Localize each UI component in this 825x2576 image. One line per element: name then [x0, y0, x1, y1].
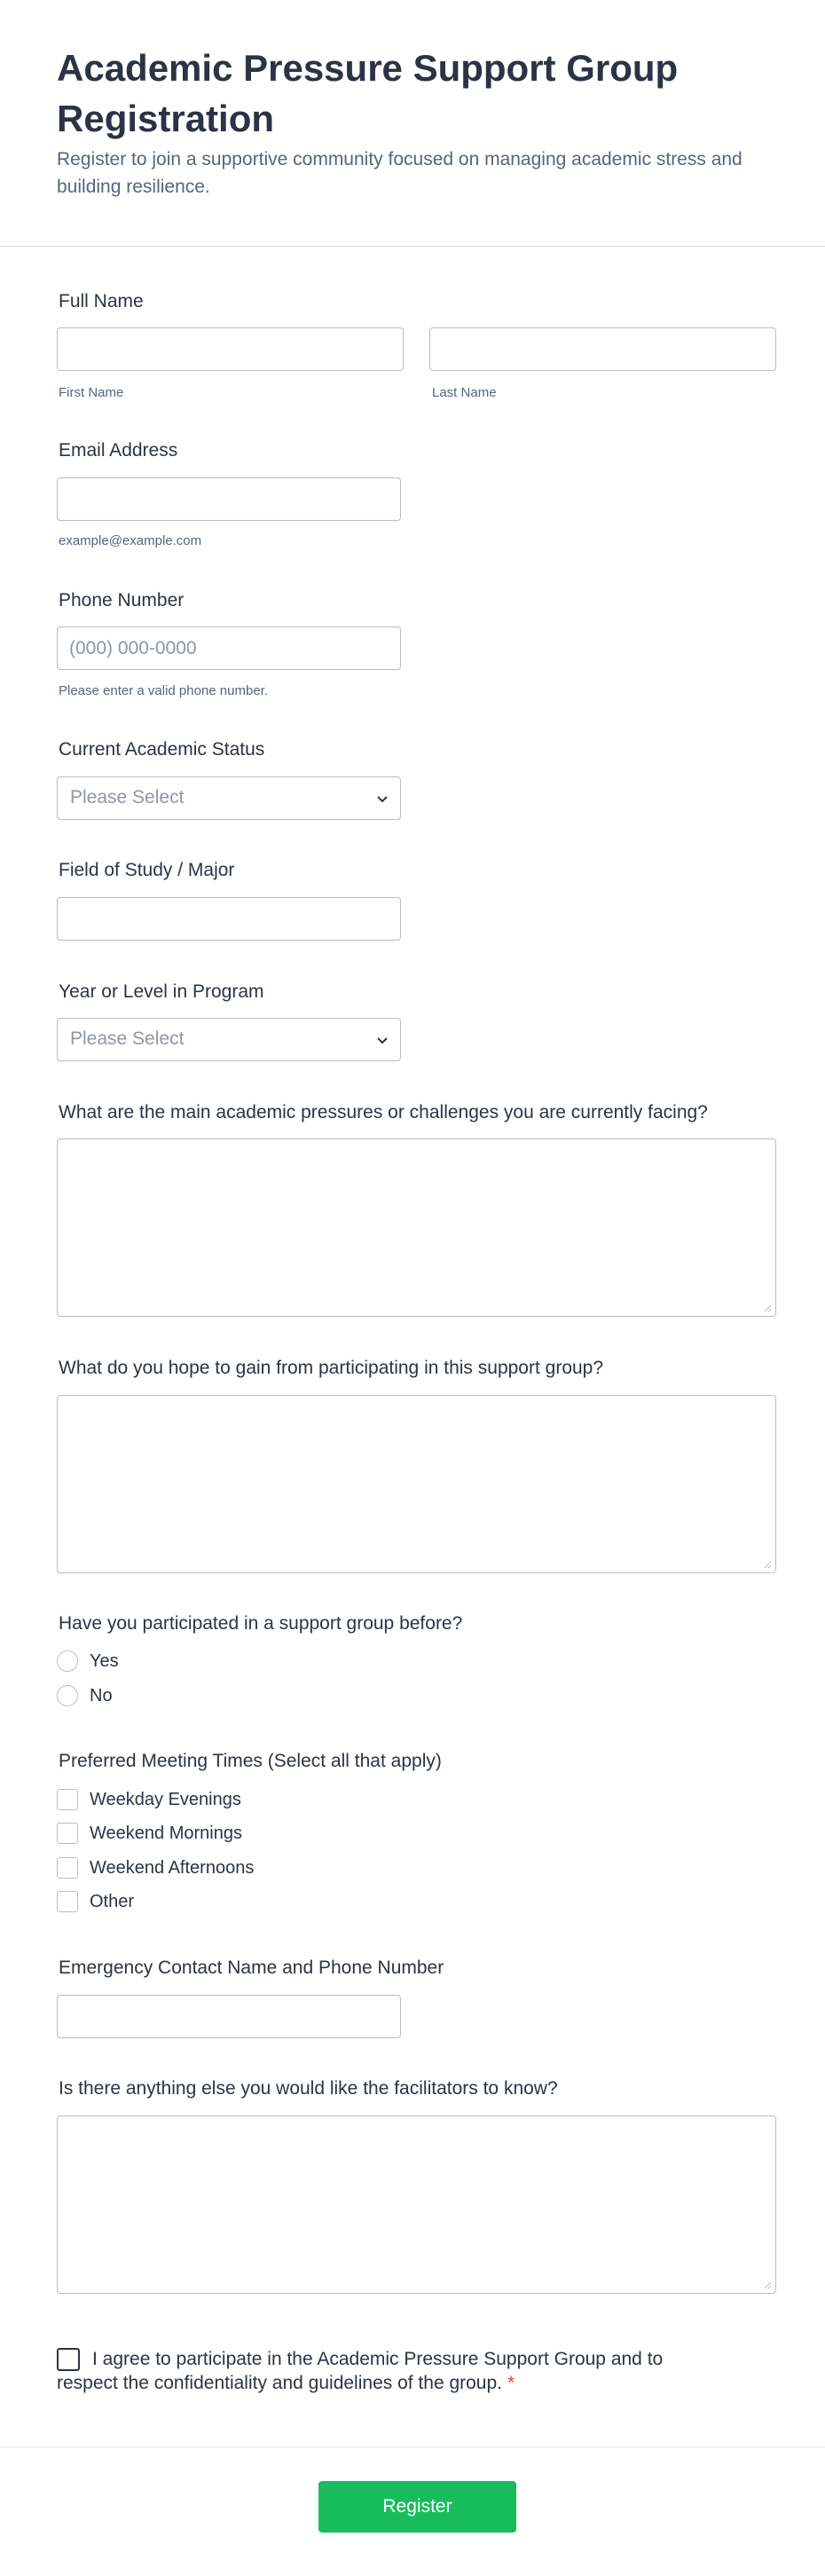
academic-status-value: Please Select — [70, 787, 185, 807]
hope-to-gain-label: What do you hope to gain from participating in this support group? — [59, 1358, 604, 1378]
hope-to-gain-textarea[interactable] — [57, 1395, 776, 1573]
radio-button[interactable] — [57, 1685, 78, 1706]
year-level-label: Year or Level in Program — [59, 981, 264, 1002]
meeting-times-label: Preferred Meeting Times (Select all that apply) — [59, 1751, 442, 1771]
field-of-study-input[interactable] — [57, 897, 401, 941]
checkbox-label: Other — [90, 1892, 135, 1911]
form-title: Academic Pressure Support Group Registration — [57, 47, 679, 139]
chevron-down-icon — [375, 792, 389, 806]
form-subtitle: Register to join a supportive community focused on managing academic stress and building resilience. — [57, 149, 742, 197]
anything-else-label: Is there anything else you would like the facilitators to know? — [59, 2078, 558, 2099]
resize-grip-icon[interactable] — [763, 2281, 772, 2289]
checkbox-option-weekend-afternoons[interactable] — [57, 1856, 254, 1879]
footer-divider — [0, 2446, 825, 2447]
checkbox-label: Weekend Afternoons — [90, 1858, 255, 1878]
resize-grip-icon[interactable] — [763, 1304, 772, 1312]
last-name-sublabel: Last Name — [432, 385, 497, 400]
email-label: Email Address — [59, 440, 178, 461]
checkbox[interactable] — [57, 1789, 78, 1810]
checkbox[interactable] — [57, 1857, 78, 1879]
pressures-label: What are the main academic pressures or challenges you are currently facing? — [59, 1102, 708, 1123]
pressures-textarea[interactable] — [57, 1138, 776, 1317]
prior-group-label: Have you participated in a support group before? — [59, 1613, 463, 1634]
email-input[interactable] — [57, 477, 401, 521]
phone-input[interactable] — [57, 626, 401, 670]
radio-option-yes[interactable] — [57, 1650, 119, 1673]
phone-sublabel: Please enter a valid phone number. — [59, 683, 268, 698]
academic-status-select[interactable] — [57, 776, 401, 820]
emergency-contact-input[interactable] — [57, 1995, 401, 2038]
full-name-label: Full Name — [59, 291, 144, 311]
resize-grip-icon[interactable] — [763, 1560, 772, 1569]
checkbox-option-other[interactable] — [57, 1890, 134, 1913]
emergency-contact-label: Emergency Contact Name and Phone Number — [59, 1958, 444, 1978]
year-level-select[interactable] — [57, 1018, 401, 1061]
field-of-study-label: Field of Study / Major — [59, 860, 235, 880]
anything-else-textarea[interactable] — [57, 2115, 776, 2294]
checkbox[interactable] — [57, 1891, 78, 1912]
radio-label: No — [90, 1686, 113, 1706]
phone-label: Phone Number — [59, 590, 185, 611]
last-name-input[interactable] — [429, 327, 776, 371]
checkbox-label: Weekday Evenings — [90, 1790, 241, 1809]
agreement-label: I agree to participate in the Academic Pressure Support Group and to respect the confidentiality and guidelines of the group. — [57, 2349, 664, 2393]
email-sublabel: example@example.com — [59, 533, 202, 548]
register-button[interactable]: Register — [318, 2481, 516, 2533]
radio-option-no[interactable] — [57, 1684, 113, 1707]
first-name-sublabel: First Name — [59, 385, 124, 400]
checkbox-option-weekday-evenings[interactable] — [57, 1788, 241, 1811]
academic-status-label: Current Academic Status — [59, 739, 265, 760]
checkbox[interactable] — [57, 1823, 78, 1844]
form-header — [0, 0, 825, 247]
checkbox-option-weekend-mornings[interactable] — [57, 1822, 242, 1845]
checkbox-label: Weekend Mornings — [90, 1824, 242, 1843]
chevron-down-icon — [375, 1033, 389, 1047]
first-name-input[interactable] — [57, 327, 404, 371]
agreement-text — [57, 2347, 695, 2395]
radio-label: Yes — [90, 1651, 119, 1671]
required-asterisk: * — [507, 2373, 515, 2393]
radio-button[interactable] — [57, 1650, 78, 1672]
year-level-value: Please Select — [70, 1028, 185, 1049]
